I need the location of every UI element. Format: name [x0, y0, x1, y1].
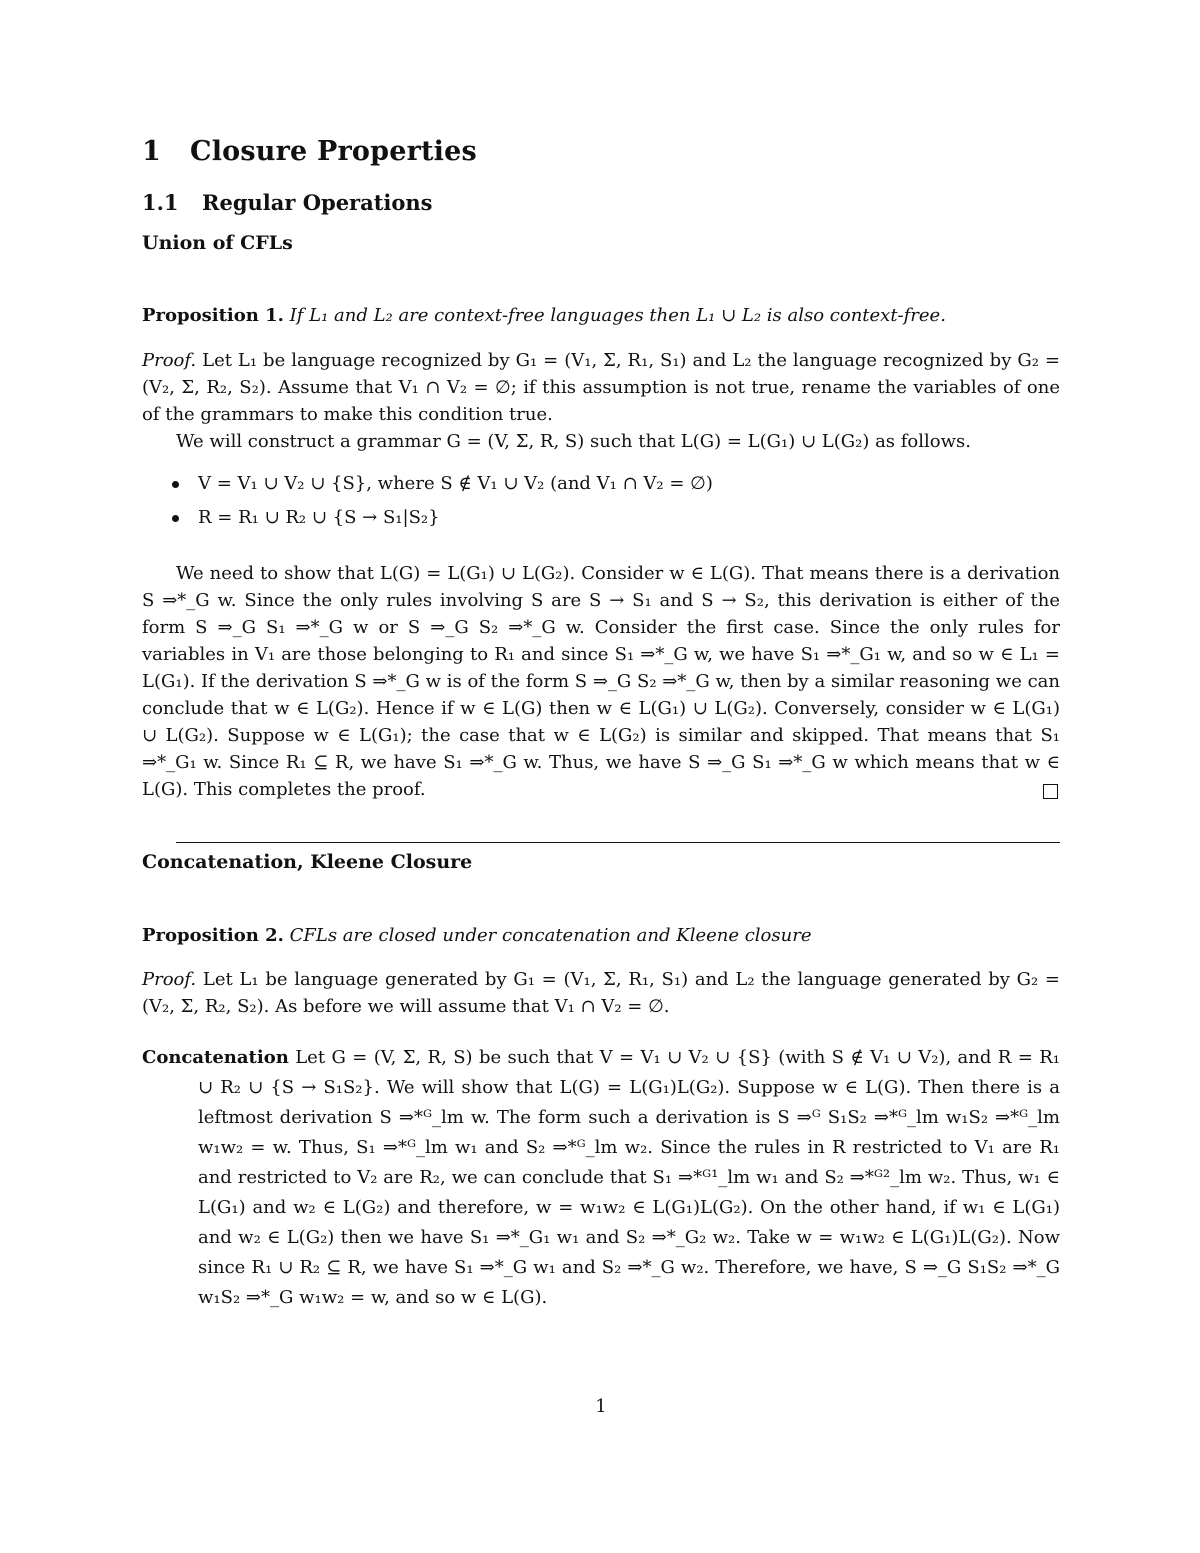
union-heading: Union of CFLs	[142, 232, 293, 254]
concat-proof-label: Proof.	[142, 969, 197, 990]
concat-proof-intro	[142, 966, 1060, 1020]
concatenation-case	[142, 1043, 1060, 1313]
union-construction-list	[142, 470, 1060, 538]
union-proof-p3: We need to show that L(G) = L(G₁) ∪ L(G₂). Consider w ∈ L(G). That means there is a derivation S ⇒*_G w. Since the only rules involving S are S → S₁ and S → S₂, this derivation is either of the form S ⇒_G S₁ ⇒*_G w or S ⇒_G S₂ ⇒*_G w. Consider the first case. Since the only rules for variables in V₁ are those belonging to R₁ and since S₁ ⇒*_G w, we have S₁ ⇒*_G₁ w, and so w ∈ L₁ = L(G₁). If the derivation S ⇒*_G w is of the form S ⇒_G S₂ ⇒*_G w, then by a similar reasoning we can conclude that w ∈ L(G₂). Hence if w ∈ L(G) then w ∈ L(G₁) ∪ L(G₂). Conversely, consider w ∈ L(G₁) ∪ L(G₂). Suppose w ∈ L(G₁); the case that w ∈ L(G₂) is similar and skipped. That means that S₁ ⇒*_G₁ w. Since R₁ ⊆ R, we have S₁ ⇒*_G w. Thus, we have S ⇒_G S₁ ⇒*_G w which means that w ∈ L(G). This completes the proof.	[142, 563, 1060, 800]
union-proof-body	[142, 560, 1060, 803]
subsection-title-text: Regular Operations	[202, 190, 433, 215]
proposition-1-text: If L₁ and L₂ are context-free languages then L₁ ∪ L₂ is also context-free.	[289, 305, 946, 326]
bullet-icon	[172, 515, 179, 522]
section-title-text: Closure Properties	[190, 136, 477, 167]
bullet-icon	[172, 481, 179, 488]
concat-proof-p1: Let L₁ be language generated by G₁ = (V₁, Σ, R₁, S₁) and L₂ the language generated by G₂ = (V₂, Σ, R₂, S₂). As before we will assume that V₁ ∩ V₂ = ∅.	[142, 969, 1060, 1017]
page-number: 1	[595, 1396, 607, 1417]
proposition-1	[142, 302, 1060, 329]
subsection-title	[142, 190, 433, 215]
section-number: 1	[142, 136, 161, 167]
subsection-number: 1.1	[142, 190, 179, 215]
list-item: R = R₁ ∪ R₂ ∪ {S → S₁|S₂}	[142, 504, 1060, 538]
union-proof-p1: Let L₁ be language recognized by G₁ = (V₁, Σ, R₁, S₁) and L₂ the language recognized by G₂ = (V₂, Σ, R₂, S₂). Assume that V₁ ∩ V₂ = ∅; if this assumption is not true, rename the variables of one of the grammars to make this condition true.	[142, 350, 1060, 425]
union-proof-intro	[142, 347, 1060, 455]
union-proof-p2: We will construct a grammar G = (V, Σ, R, S) such that L(G) = L(G₁) ∪ L(G₂) as follows.	[176, 431, 971, 452]
section-title	[142, 136, 477, 167]
list-item: V = V₁ ∪ V₂ ∪ {S}, where S ∉ V₁ ∪ V₂ (and V₁ ∩ V₂ = ∅)	[142, 470, 1060, 504]
union-proof-label: Proof.	[142, 350, 197, 371]
qed-icon	[1043, 784, 1058, 799]
proposition-2-text: CFLs are closed under concatenation and Kleene closure	[289, 925, 812, 946]
proposition-2	[142, 922, 1060, 949]
proposition-1-label: Proposition 1.	[142, 305, 284, 326]
section-divider	[176, 842, 1060, 843]
proposition-2-label: Proposition 2.	[142, 925, 284, 946]
concatenation-label: Concatenation	[142, 1047, 289, 1068]
concat-heading: Concatenation, Kleene Closure	[142, 851, 473, 873]
concatenation-text: Let G = (V, Σ, R, S) be such that V = V₁ ∪ V₂ ∪ {S} (with S ∉ V₁ ∪ V₂), and R = R₁ ∪ R₂ ∪ {S → S₁S₂}. We will show that L(G) = L(G₁)L(G₂). Suppose w ∈ L(G). Then there is a leftmost derivation S ⇒*ᴳ_lm w. The form such a derivation is S ⇒ᴳ S₁S₂ ⇒*ᴳ_lm w₁S₂ ⇒*ᴳ_lm w₁w₂ = w. Thus, S₁ ⇒*ᴳ_lm w₁ and S₂ ⇒*ᴳ_lm w₂. Since the rules in R restricted to V₁ are R₁ and restricted to V₂ are R₂, we can conclude that S₁ ⇒*ᴳ¹_lm w₁ and S₂ ⇒*ᴳ²_lm w₂. Thus, w₁ ∈ L(G₁) and w₂ ∈ L(G₂) and therefore, w = w₁w₂ ∈ L(G₁)L(G₂). On the other hand, if w₁ ∈ L(G₁) and w₂ ∈ L(G₂) then we have S₁ ⇒*_G₁ w₁ and S₂ ⇒*_G₂ w₂. Take w = w₁w₂ ∈ L(G₁)L(G₂). Now since R₁ ∪ R₂ ⊆ R, we have S₁ ⇒*_G w₁ and S₂ ⇒*_G w₂. Therefore, we have, S ⇒_G S₁S₂ ⇒*_G w₁S₂ ⇒*_G w₁w₂ = w, and so w ∈ L(G).	[198, 1047, 1060, 1308]
